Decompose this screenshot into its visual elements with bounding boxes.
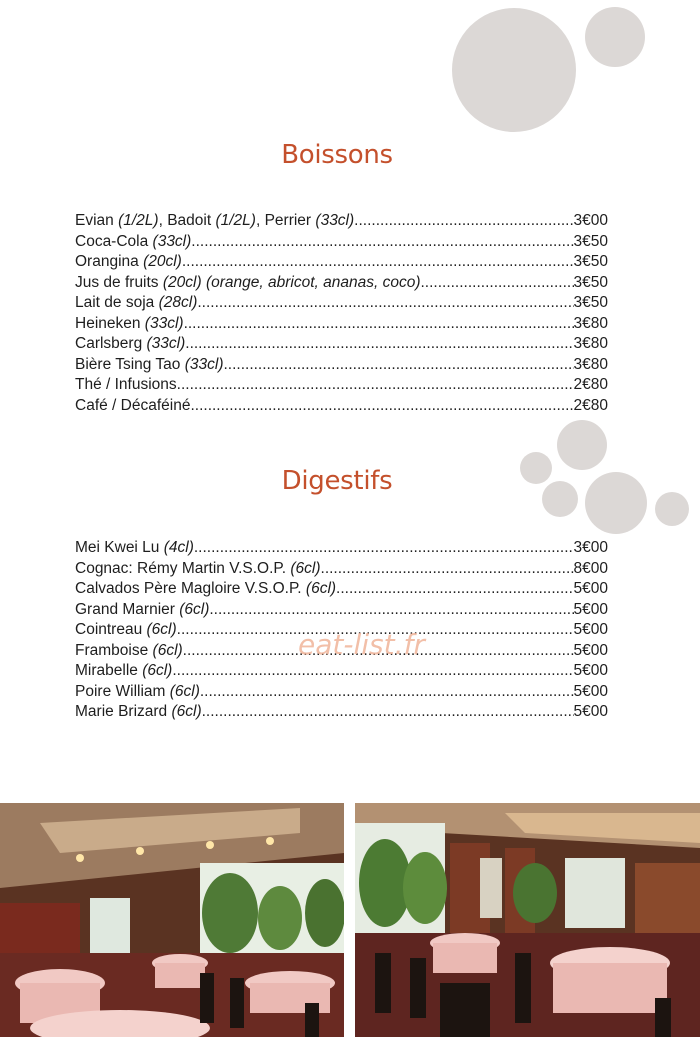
- menu-item-name: [75, 539, 194, 557]
- menu-item: [75, 253, 608, 274]
- menu-item-name: [75, 601, 209, 619]
- dot-leader: [354, 212, 573, 230]
- menu-item-size: (6cl): [152, 641, 183, 659]
- decorative-circle: [655, 492, 689, 526]
- menu-item-name: [75, 662, 172, 680]
- menu-item-label: Mirabelle: [75, 662, 143, 679]
- menu-item-price: 3€80: [573, 355, 608, 373]
- dot-leader: [420, 274, 573, 292]
- menu-item-size: (33cl): [184, 355, 224, 373]
- menu-item-price: 3€80: [573, 335, 608, 352]
- menu-item-label: Grand Marnier: [75, 600, 180, 618]
- menu-item-label: Lait de soja: [75, 294, 159, 311]
- menu-item-name: [75, 580, 336, 598]
- menu-item-name: [75, 294, 197, 312]
- menu-item-name: [75, 621, 177, 639]
- menu-item-price: 2€80: [573, 376, 608, 393]
- menu-item-label: Orangina: [75, 253, 144, 270]
- menu-item: [75, 274, 608, 295]
- menu-item-name: [75, 233, 191, 251]
- digestifs-title: Digestifs: [281, 466, 393, 496]
- menu-item-price: 3€50: [573, 253, 608, 270]
- menu-item-price: 3€50: [573, 273, 608, 291]
- dot-leader: [182, 253, 574, 271]
- menu-item-label: Cognac: Rémy Martin V.S.O.P.: [75, 559, 291, 577]
- menu-item-label: Framboise: [75, 641, 153, 659]
- dot-leader: [223, 356, 573, 374]
- menu-item: [75, 683, 608, 704]
- watermark: eat-list.fr: [298, 628, 425, 661]
- menu-item-label: , Perrier: [255, 212, 316, 229]
- menu-item-size: (6cl): [305, 580, 337, 597]
- menu-item-price: 5€00: [573, 580, 608, 597]
- menu-item-name: [75, 397, 190, 415]
- menu-item-label: , Badoit: [158, 212, 216, 229]
- menu-item-size: (33cl): [152, 232, 192, 250]
- menu-item-label: Café / Décaféiné: [75, 396, 191, 414]
- menu-item: [75, 356, 608, 377]
- menu-item-size: (1/2L): [118, 212, 159, 229]
- menu-item: [75, 601, 608, 622]
- menu-item-size: (33cl): [315, 212, 355, 229]
- menu-item-price: 3€50: [573, 294, 608, 311]
- menu-item: [75, 397, 608, 418]
- dot-leader: [321, 560, 574, 578]
- menu-item-size: (6cl): [290, 559, 321, 577]
- menu-item-price: 5€00: [573, 662, 608, 679]
- dot-leader: [172, 662, 573, 680]
- decorative-circle: [585, 7, 645, 67]
- menu-item: [75, 233, 608, 254]
- menu-item: [75, 376, 608, 397]
- menu-item-price: 5€00: [573, 682, 608, 700]
- menu-item-size: (20cl): [143, 253, 182, 270]
- menu-item-label: Marie Brizard: [75, 703, 172, 720]
- menu-item-name: [75, 315, 184, 333]
- menu-item: [75, 315, 608, 336]
- menu-item-label: Evian: [75, 212, 119, 229]
- menu-item-label: Poire William: [75, 682, 170, 700]
- dot-leader: [209, 601, 573, 619]
- menu-item-label: Heineken: [75, 314, 145, 332]
- menu-item-price: 8€00: [573, 559, 608, 577]
- menu-item: [75, 212, 608, 233]
- menu-item-price: 3€00: [573, 539, 608, 556]
- menu-item-label: Cointreau: [75, 621, 147, 638]
- decorative-circle: [557, 420, 607, 470]
- menu-item-label: Calvados Père Magloire V.S.O.P.: [75, 580, 306, 597]
- menu-item-price: 3€50: [573, 232, 608, 250]
- boissons-list: [75, 212, 608, 417]
- menu-item: [75, 580, 608, 601]
- menu-item: [75, 539, 608, 560]
- dot-leader: [197, 294, 573, 312]
- dot-leader: [191, 233, 573, 251]
- menu-item-size: (33cl): [146, 335, 186, 352]
- menu-item-price: 3€00: [573, 212, 608, 229]
- menu-item-name: [75, 642, 183, 660]
- menu-item-price: 5€00: [573, 703, 608, 720]
- menu-item: [75, 335, 608, 356]
- menu-item-label: Jus de fruits: [75, 273, 163, 291]
- menu-item: [75, 662, 608, 683]
- menu-item-size: (6cl): [146, 621, 177, 638]
- menu-item-size: (1/2L): [215, 212, 256, 229]
- menu-item-price: 5€00: [573, 621, 608, 638]
- menu-item-size: (6cl): [169, 682, 200, 700]
- dot-leader: [200, 683, 574, 701]
- menu-item-size: (20cl) (orange, abricot, ananas, coco): [162, 273, 421, 291]
- menu-item-label: Bière Tsing Tao: [75, 355, 185, 373]
- menu-item: [75, 560, 608, 581]
- menu-item-size: (4cl): [163, 539, 194, 556]
- dot-leader: [184, 315, 574, 333]
- menu-item-price: 5€00: [573, 600, 608, 618]
- menu-item: [75, 294, 608, 315]
- menu-item-label: Thé / Infusions: [75, 376, 177, 393]
- dot-leader: [185, 335, 573, 353]
- menu-item-name: [75, 274, 420, 292]
- menu-item-name: [75, 376, 177, 394]
- dot-leader: [336, 580, 573, 598]
- dot-leader: [194, 539, 574, 557]
- menu-item-name: [75, 356, 223, 374]
- menu-item-size: (33cl): [144, 314, 184, 332]
- dot-leader: [190, 397, 573, 415]
- menu-item-price: 3€80: [573, 314, 608, 332]
- restaurant-interior-photo-left: [0, 803, 344, 1037]
- menu-item-size: (6cl): [179, 600, 210, 618]
- menu-item-label: Coca-Cola: [75, 232, 153, 250]
- menu-item-price: 5€00: [573, 641, 608, 659]
- boissons-title: Boissons: [281, 140, 393, 170]
- menu-item-size: (28cl): [158, 294, 198, 311]
- menu-item-size: (6cl): [142, 662, 173, 679]
- menu-item: [75, 703, 608, 724]
- menu-item-name: [75, 560, 321, 578]
- restaurant-interior-photo-right: [355, 803, 700, 1037]
- decorative-circle: [452, 8, 576, 132]
- menu-item-label: Carlsberg: [75, 335, 147, 352]
- menu-item-name: [75, 335, 185, 353]
- menu-item-price: 2€80: [573, 396, 608, 414]
- menu-item-size: (6cl): [171, 703, 202, 720]
- menu-item-name: [75, 703, 202, 721]
- menu-item-name: [75, 212, 354, 230]
- menu-item-name: [75, 683, 200, 701]
- menu-item-label: Mei Kwei Lu: [75, 539, 164, 556]
- dot-leader: [202, 703, 574, 721]
- dot-leader: [177, 376, 574, 394]
- menu-item-name: [75, 253, 182, 271]
